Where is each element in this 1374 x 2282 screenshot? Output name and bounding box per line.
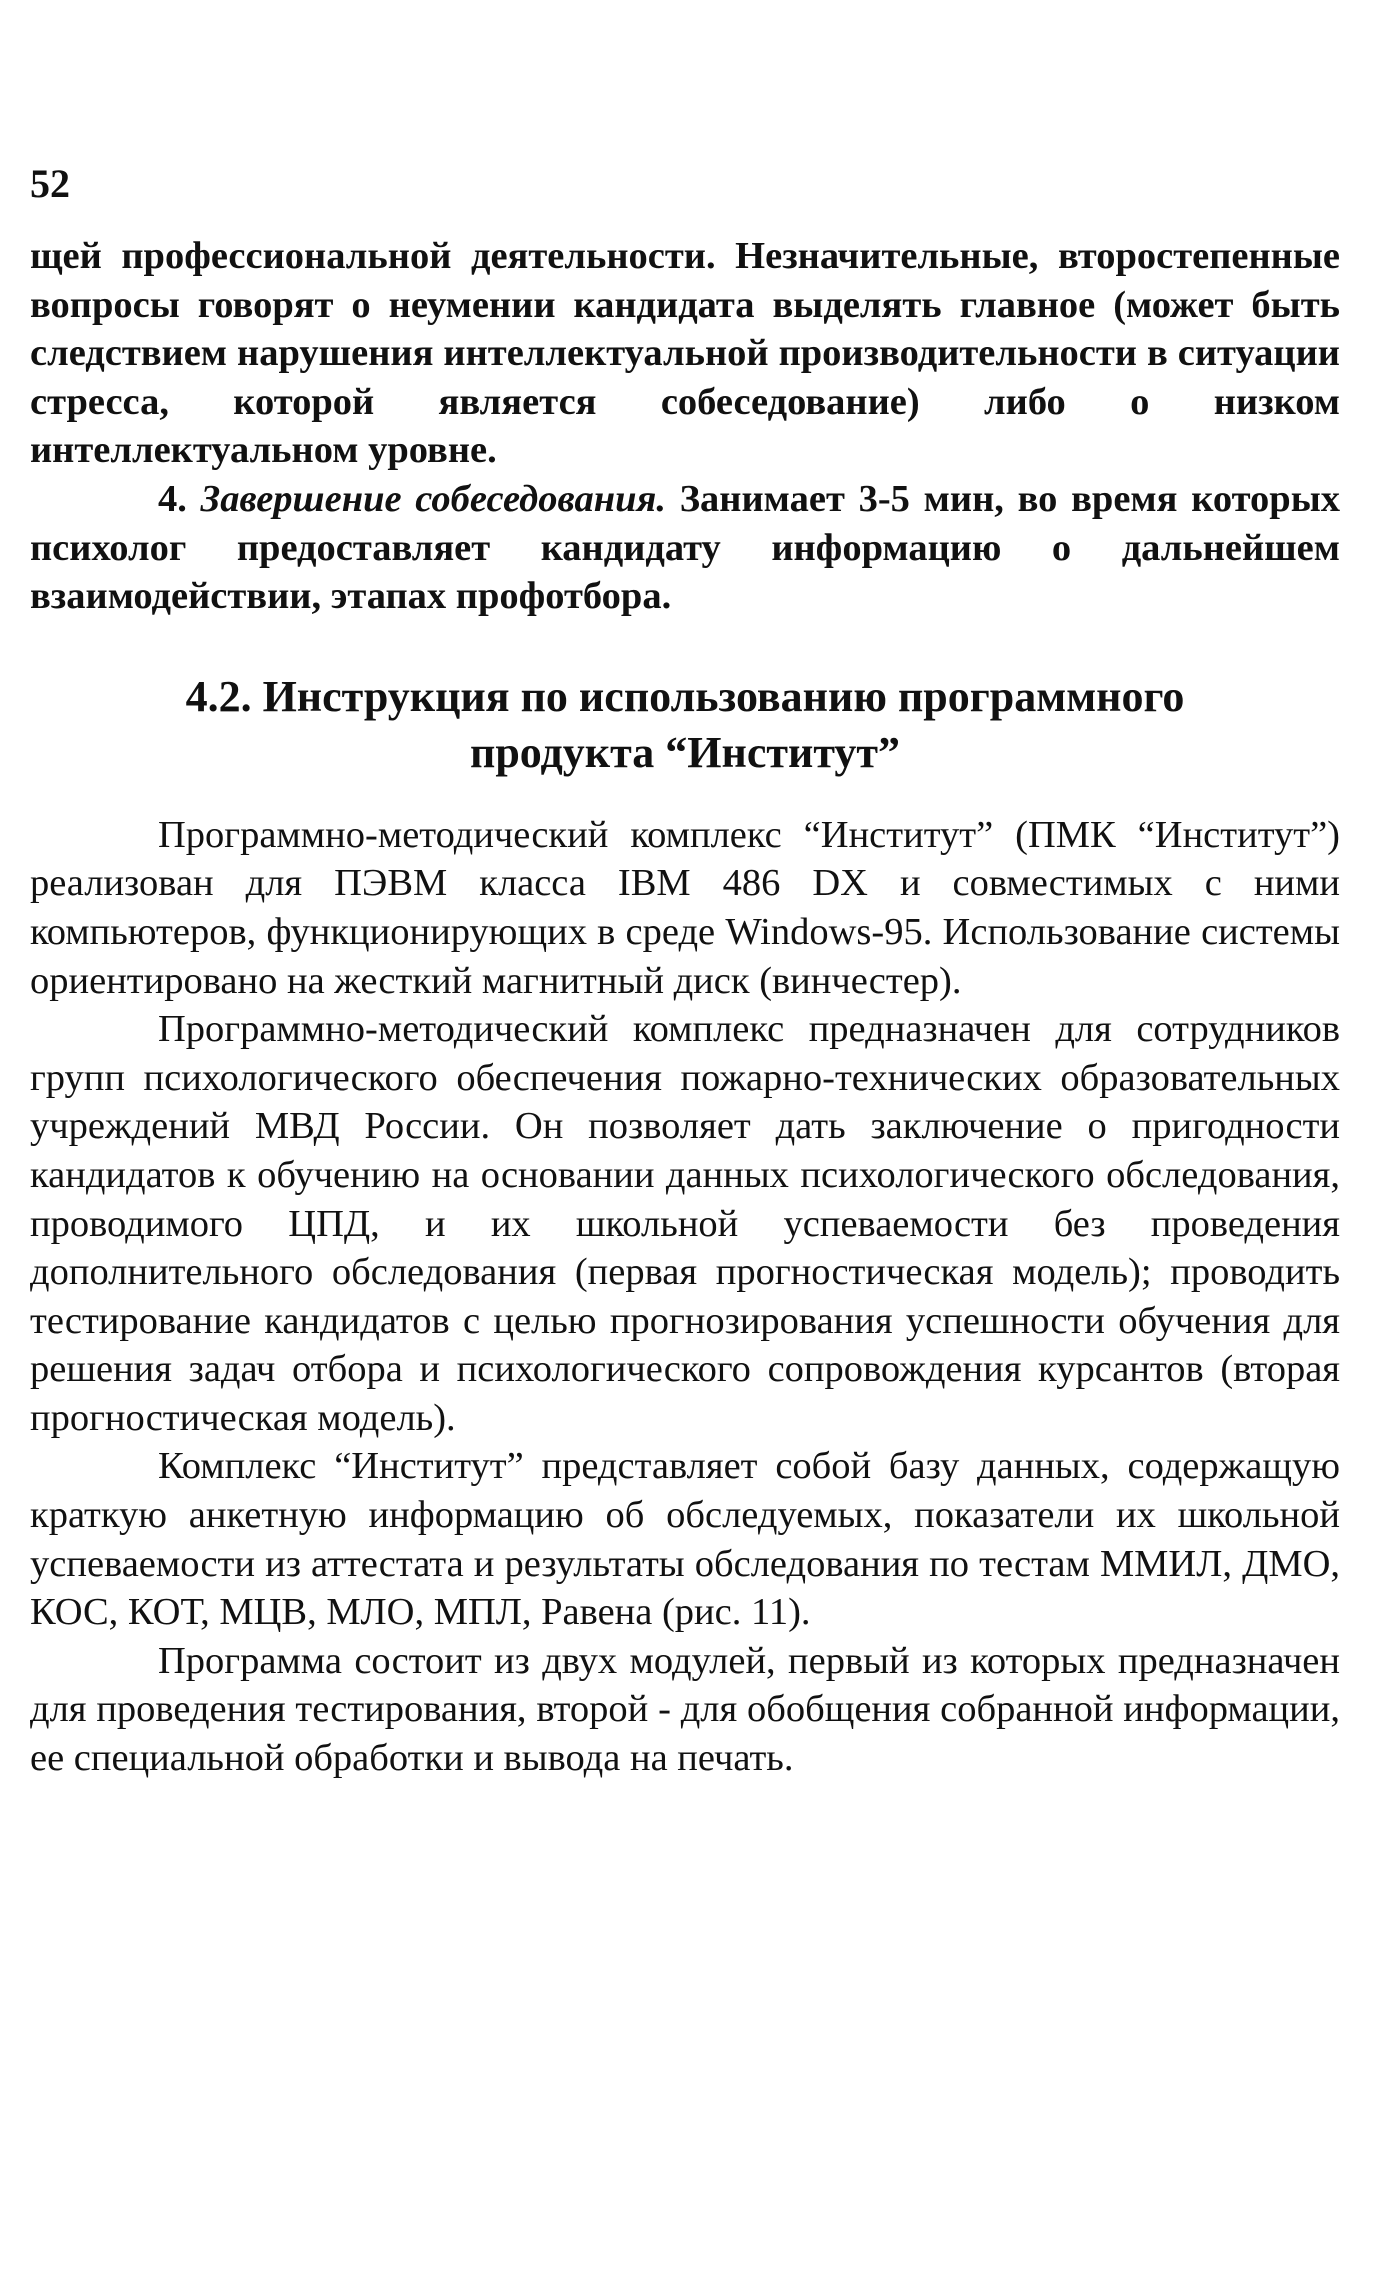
section-heading-line1: 4.2. Инструкция по использованию программного xyxy=(185,671,1185,721)
continuation-paragraph: щей профессиональной деятельности. Незначительные, второстепенные вопросы говорят о неумении кандидата выделять главное (может быть следствием нарушения интеллектуальной производительности в ситуации стресса, которой является собеседование) либо о низком интеллектуальном уровне. xyxy=(30,235,1340,472)
list-item-4 xyxy=(30,475,1340,621)
body-paragraph-2: Программно-методический комплекс предназначен для сотрудников групп психологического обеспечения пожарно-технических образовательных учреждений МВД России. Он позволяет дать заключение о пригодности кандидатов к обучению на основании данных психологического обследования, проводимого ЦПД, и их школьной успеваемости без проведения дополнительного обследования (первая прогностическая модель); проводить тестирование кандидатов с целью прогнозирования успешности обучения для решения задач отбора и психологического сопровождения курсантов (вторая прогностическая модель). xyxy=(30,1008,1340,1439)
page-number: 52 xyxy=(30,161,70,206)
list-item-term: Завершение собеседования. xyxy=(200,477,666,520)
list-item-text: Занимает 3-5 мин, во время которых психолог предоставляет кандидату информацию о дальнейшем взаимодействии, этапах профотбора. xyxy=(30,477,1341,618)
section-heading xyxy=(30,669,1340,781)
body-paragraph-3: Комплекс “Институт” представляет собой базу данных, содержащую краткую анкетную информацию об обследуемых, показатели их школьной успеваемости из аттестата и результаты обследования по тестам ММИЛ, ДМО, КОС, КОТ, МЦВ, МЛО, МПЛ, Равена (рис. 11). xyxy=(30,1445,1340,1634)
list-item-number: 4. xyxy=(158,477,187,520)
body-paragraph-4: Программа состоит из двух модулей, первый из которых предназначен для проведения тестирования, второй - для обобщения собранной информации, ее специальной обработки и вывода на печать. xyxy=(30,1639,1340,1780)
section-heading-line2: продукта “Институт” xyxy=(469,727,901,777)
body-paragraph-1: Программно-методический комплекс “Институт” (ПМК “Институт”) реализован для ПЭВМ класса IBM 486 DX и совместимых с ними компьютеров, функционирующих в среде Windows-95. Использование системы ориентировано на жесткий магнитный диск (винчестер). xyxy=(30,813,1340,1002)
page xyxy=(30,160,1340,1783)
